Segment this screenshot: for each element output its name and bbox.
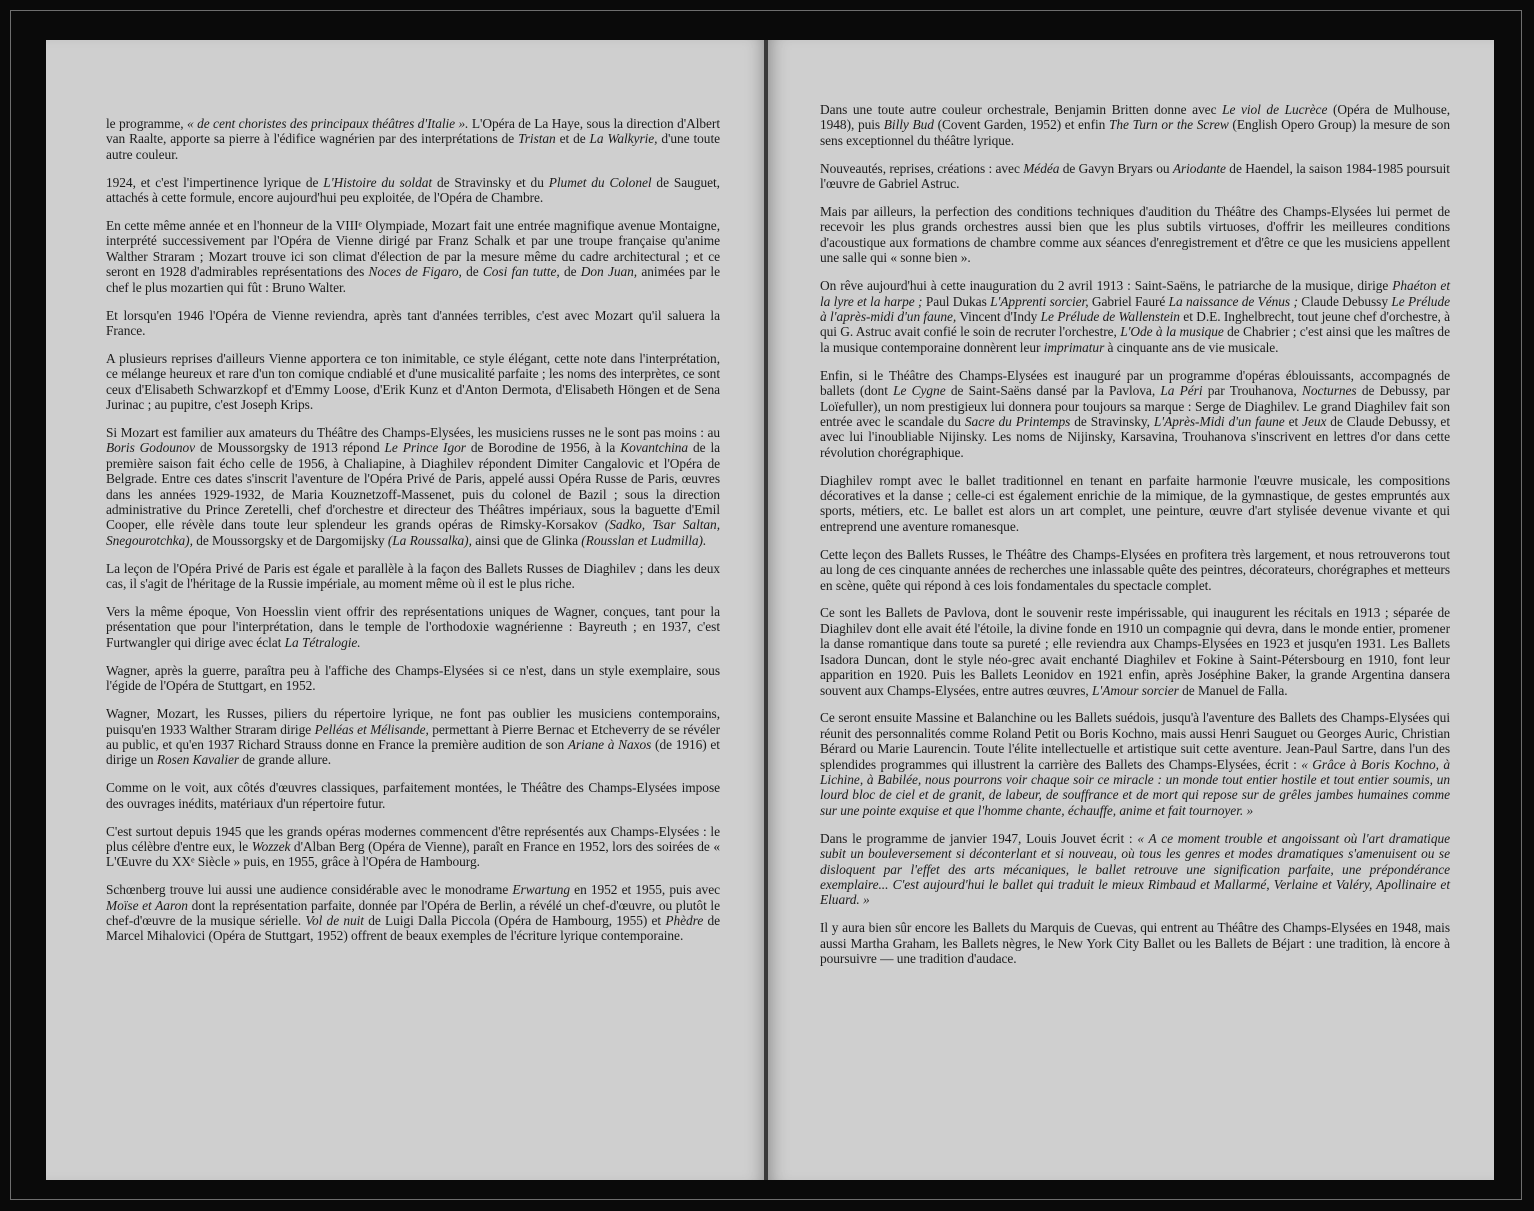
paragraph bbox=[820, 102, 1450, 148]
italic-title: Le Prélude à l'après-midi d'un faune, bbox=[820, 293, 1450, 324]
paragraph bbox=[820, 473, 1450, 535]
text-run: En cette même année et en l'honneur de la VIIIᵉ Olympiade, Mozart fait une entrée magnifique avenue Montaigne, interprété successivement par l'Opéra de Vienne dirigé par Franz Schalk et par une troupe française qu'anime Walther Straram ; Mozart trouve ici son climat d'élection de par la mesure même du cadre architectural ; et ce seront en 1928 d'admirables représentations des bbox=[106, 218, 720, 280]
text-run: Ce sont les Ballets de Pavlova, dont le souvenir reste impérissable, qui inaugurent les récitals en 1913 ; séparée de Diaghilev dont elle avait été l'étoile, la divine fonde en 1910 un compagnie qui devra, dans le monde entier, promener la danse romantique dans toute sa pureté ; elle reviendra aux Champs-Elysées en 1923 et jusqu'en 1931. Les Ballets Isadora Duncan, dont le style néo-grec avait enchanté Diaghilev et Fokine à Saint-Pétersbourg en 1910, font leur apparition en 1920. Puis les Ballets Leonidov en 1921 enfin, après Joséphine Baker, la grande Argentina dansera souvent aux Champs-Elysées, entre autres œuvres, bbox=[820, 605, 1450, 698]
paragraph bbox=[106, 351, 720, 413]
text-run: Mais par ailleurs, la perfection des conditions techniques d'audition du Théâtre des Champs-Elysées lui permet de recevoir les plus grands orchestres aussi bien que les plus subtils virtuoses, d'offrir les meilleures conditions d'acoustique aux formations de chambre comme aux séances d'enregistrement et d'être ce que les musiciens appellent une salle qui « sonne bien ». bbox=[820, 204, 1450, 266]
italic-title: Rosen Kavalier bbox=[156, 752, 240, 768]
text-run: C'est surtout depuis 1945 que les grands opéras modernes commencent d'être représentés aux Champs-Elysées : le plus célèbre d'entre eux, le bbox=[106, 823, 720, 854]
text-run: de bbox=[461, 264, 483, 280]
italic-title: Phèdre bbox=[665, 913, 704, 929]
italic-title: (La Roussalka), bbox=[387, 532, 472, 548]
italic-title: Don Juan, bbox=[580, 264, 638, 280]
italic-title: Plumet du Colonel bbox=[548, 174, 652, 190]
italic-title: Jeux bbox=[1302, 413, 1327, 429]
text-run: et bbox=[1284, 413, 1303, 429]
text-run: de Stravinsky, bbox=[1070, 413, 1154, 429]
text-run: de Moussorgsky et de Dargomijsky bbox=[192, 532, 388, 548]
paragraph bbox=[820, 368, 1450, 460]
text-run: (English Opero Group) la mesure de son sens exceptionnel du théâtre lyrique. bbox=[820, 117, 1450, 148]
paragraph bbox=[820, 710, 1450, 818]
text-run: Vers la même époque, Von Hoesslin vient offrir des représentations uniques de Wagner, conçues, tant pour la présentation que pour l'interprétation, dans le temple de l'orthodoxie wagnérienne : Bayreuth ; en 1937, c'est Furtwangler qui dirige avec éclat bbox=[106, 604, 720, 650]
italic-title: Le Prince Igor bbox=[384, 440, 466, 456]
text-run: d'Alban Berg (Opéra de Vienne), paraît en France en 1952, lors des soirées de « L'Œuvre du XXᵉ Siècle » puis, en 1955, grâce à l'Opéra de Hambourg. bbox=[106, 838, 720, 870]
paragraph bbox=[106, 308, 720, 339]
text-run: par Trouhanova, bbox=[1202, 383, 1302, 399]
text-run: (Opéra de Mulhouse, 1948), puis bbox=[820, 102, 1451, 133]
text-run: Dans le programme de janvier 1947, Louis Jouvet écrit : bbox=[820, 830, 1138, 846]
text-run: La leçon de l'Opéra Privé de Paris est égale et parallèle à la façon des Ballets Russes de Diaghilev ; dans les deux cas, il s'agit de l'héritage de la Russie impériale, au moment même où il est le plus riche. bbox=[106, 560, 720, 592]
text-run: de Claude Debussy, et avec lui l'inoubliable Nijinsky. Les noms de Nijinsky, Karsavina, Trouhanova s'inscrivent en lettres d'or dans cette révolution chorégraphique. bbox=[820, 413, 1450, 460]
text-run: de Stravinsky et du bbox=[432, 174, 549, 190]
text-run: Et lorsqu'en 1946 l'Opéra de Vienne reviendra, après tant d'années terribles, c'est avec Mozart qu'il saluera la France. bbox=[106, 307, 720, 338]
italic-title: « A ce moment trouble et angoissant où l'art dramatique subit un bouleversement si déconterlant et si nouveau, où tous les genres et modes dramatiques s'amenuisent ou se disloquent par l'effet des arts mécaniques, le ballet retrouve une signification parfaite, une prépondérance exemplaire... C'est aujourd'hui le ballet qui traduit le mieux Rimbaud et Mallarmé, Verlaine et Valéry, Apollinaire et Eluard. » bbox=[820, 830, 1451, 908]
italic-title: Noces de Figaro, bbox=[368, 264, 462, 280]
italic-title: L'Après-Midi d'un faune bbox=[1153, 413, 1285, 429]
paragraph bbox=[106, 218, 720, 295]
right-page bbox=[768, 40, 1494, 1180]
paragraph bbox=[820, 161, 1450, 192]
paragraph bbox=[820, 605, 1450, 697]
text-run: de bbox=[559, 264, 581, 280]
text-run: Nouveautés, reprises, créations : avec bbox=[820, 160, 1024, 176]
left-page-text bbox=[106, 116, 720, 944]
text-run: 1924, et c'est l'impertinence lyrique de bbox=[106, 174, 324, 190]
italic-title: L'Amour sorcier bbox=[1092, 682, 1179, 698]
italic-title: Le Cygne bbox=[893, 383, 946, 399]
text-run: le programme, bbox=[106, 116, 187, 131]
paragraph bbox=[820, 278, 1450, 355]
text-run: Il y aura bien sûr encore les Ballets du Marquis de Cuevas, qui entrent au Théâtre des Champs-Elysées en 1948, mais aussi Martha Graham, les Ballets nègres, le New York City Ballet ou les Ballets de Béjart : une tradition, là encore à poursuivre — une tradition d'audace. bbox=[820, 920, 1450, 967]
text-run: de Manuel de Falla. bbox=[1178, 682, 1288, 698]
paragraph bbox=[106, 175, 720, 206]
italic-title: Vol de nuit bbox=[305, 913, 364, 929]
text-run: de la première saison fait écho celle de 1956, à Chaliapine, à Diaghilev répondent Dimiter Cangalovic et l'Opéra de Belgrade. Entre ces dates s'inscrit l'aventure de l'Opéra Privé de Paris, appelé aussi Opéra Russe de Paris, œuvres dans les années 1929-1932, de Maria Kouznetzoff-Massenet, puis du colonel de Bazil ; sous la direction administrative du Prince Zeretelli, chef d'orchestre et directeur des Théâtres impériaux, sous la baguette d'Emil Cooper, elle révèle dans toute leur splendeur les grands opéras de Rimsky-Korsakov bbox=[106, 440, 721, 533]
paragraph bbox=[106, 663, 720, 694]
italic-title: Sacre du Printemps bbox=[964, 413, 1071, 429]
text-run: permettant à Pierre Bernac et Etcheverry de se révéler au public, et qu'en 1937 Richard Strauss donne en France la première audition de son bbox=[106, 721, 720, 752]
text-run: Vincent d'Indy bbox=[956, 308, 1041, 324]
text-run: Comme on le voit, aux côtés d'œuvres classiques, parfaitement montées, le Théâtre des Champs-Elysées impose des ouvrages inédits, matériaux d'un répertoire futur. bbox=[106, 780, 720, 811]
italic-title: Wozzek bbox=[251, 838, 291, 854]
text-run: de Gavyn Bryars ou bbox=[1059, 160, 1173, 176]
text-run: Gabriel Fauré bbox=[1088, 293, 1169, 309]
paragraph bbox=[820, 831, 1450, 908]
italic-title: Le viol de Lucrèce bbox=[1222, 102, 1328, 117]
text-run: de Moussorgsky de 1913 répond bbox=[195, 440, 385, 456]
italic-title: Kovantchina bbox=[620, 440, 689, 456]
text-run: ainsi que de Glinka bbox=[471, 532, 582, 548]
text-run: de Luigi Dalla Piccola (Opéra de Hambourg, 1955) et bbox=[363, 913, 666, 929]
paragraph bbox=[820, 547, 1450, 593]
italic-title: L'Histoire du soldat bbox=[323, 174, 433, 190]
paragraph bbox=[106, 706, 720, 768]
text-run: de Debussy, par Loïefuller), un nom prestigieux lui donnera pour toujours sa marque : Serge de Diaghilev. Le grand Diaghilev fait son entrée avec le scandale du bbox=[820, 383, 1450, 429]
text-run: animées par le chef le plus mozartien qui fût : Bruno Walter. bbox=[106, 264, 720, 295]
text-run: Claude Debussy bbox=[1297, 293, 1392, 309]
text-run: de Saint-Saëns dansé par la Pavlova, bbox=[945, 383, 1161, 399]
text-run: et de bbox=[555, 131, 590, 147]
text-run: Wagner, après la guerre, paraîtra peu à l'affiche des Champs-Elysées si ce n'est, dans un style exemplaire, sous l'égide de l'Opéra de Stuttgart, en 1952. bbox=[106, 662, 720, 694]
text-run: de Sauguet, attachés à cette formule, encore aujourd'hui peu exploitée, de l'Opéra de Chambre. bbox=[106, 174, 720, 206]
text-run: Cette leçon des Ballets Russes, le Théâtre des Champs-Elysées en profitera très largement, et nous retrouverons tout au long de ces cinquante années de recherches une inlassable quête des peintres, décorateurs, chorégraphes et metteurs en scène, quête qui répond à ces lois fondamentales du spectacle complet. bbox=[820, 546, 1450, 593]
paragraph bbox=[820, 204, 1450, 266]
italic-title: La naissance de Vénus ; bbox=[1168, 293, 1298, 309]
right-page-text bbox=[820, 102, 1450, 967]
italic-title: Tristan bbox=[518, 131, 556, 147]
text-run: Ce seront ensuite Massine et Balanchine ou les Ballets suédois, jusqu'à l'aventure des Ballets des Champs-Elysées qui réunit des personnalités comme Roland Petit ou Boris Kochno, mais aussi Henri Sauguet ou Georges Auric, Christian Bérard ou Marie Laurencin. Toute l'élite intellectuelle et artistique suit cette aventure. Jean-Paul Sartre, dans l'un des splendides programmes qui illustrent la carrière des Ballets des Champs-Elysées, écrit : bbox=[820, 710, 1450, 772]
italic-title: Le Prélude de Wallenstein bbox=[1040, 308, 1180, 324]
italic-title: La Tétralogie. bbox=[284, 634, 361, 650]
text-run: de Chabrier ; c'est ainsi que les maîtres de la musique contemporaine donnèrent leur bbox=[820, 324, 1450, 355]
italic-title: Billy Bud bbox=[883, 117, 934, 133]
text-run: (Covent Garden, 1952) et enfin bbox=[933, 117, 1109, 133]
text-run: (de 1916) et dirige un bbox=[106, 736, 720, 768]
italic-title: « de cent choristes des principaux théâtres d'Italie ». bbox=[187, 116, 469, 131]
text-run: et D.E. Inghelbrecht, tout jeune chef d'orchestre, à qui G. Astruc avait confié le soin de recruter l'orchestre, bbox=[820, 308, 1451, 340]
text-run: de Haendel, la saison 1984-1985 poursuit l'œuvre de Gabriel Astruc. bbox=[820, 160, 1450, 192]
text-run: Enfin, si le Théâtre des Champs-Elysées est inauguré par un programme d'opéras éblouissants, accompagnés de ballets (dont bbox=[820, 367, 1450, 399]
paragraph bbox=[106, 604, 720, 650]
italic-title: The Turn or the Screw bbox=[1108, 117, 1229, 133]
paragraph bbox=[106, 425, 720, 548]
paragraph bbox=[820, 920, 1450, 966]
paragraph bbox=[106, 824, 720, 870]
text-run: Wagner, Mozart, les Russes, piliers du répertoire lyrique, ne font pas oublier les musiciens contemporains, puisqu'en 1933 Walther Straram dirige bbox=[106, 706, 720, 737]
italic-title: Cosi fan tutte, bbox=[482, 264, 560, 280]
italic-title: (Rousslan et Ludmilla). bbox=[581, 532, 707, 548]
text-run: L'Opéra de La Haye, sous la direction d'Albert van Raalte, apporte sa pierre à l'édifice wagnérien par des interprétations de bbox=[106, 116, 720, 147]
italic-title: Médéa bbox=[1023, 160, 1060, 176]
paragraph bbox=[106, 882, 720, 944]
text-run: à cinquante ans de vie musicale. bbox=[1104, 339, 1279, 355]
text-run: de Borodine de 1956, à la bbox=[465, 440, 621, 456]
text-run: dont la représentation parfaite, donnée par l'Opéra de Berlin, a révélé un chef-d'œuvre, ou plutôt le chef-d'œuvre de la musique sérielle. bbox=[106, 897, 720, 929]
text-run: en 1952 et 1955, puis avec bbox=[570, 882, 720, 898]
italic-title: imprimatur bbox=[1043, 339, 1105, 355]
left-page bbox=[46, 40, 766, 1180]
italic-title: Nocturnes bbox=[1301, 383, 1357, 399]
text-run: Paul Dukas bbox=[922, 293, 991, 309]
paragraph bbox=[106, 116, 720, 162]
text-run: d'une toute autre couleur. bbox=[106, 131, 721, 162]
italic-title: (Sadko, Tsar Saltan, Snegourotchka), bbox=[106, 517, 720, 548]
italic-title: L'Apprenti sorcier, bbox=[990, 293, 1089, 309]
text-run: On rêve aujourd'hui à cette inauguration du 2 avril 1913 : Saint-Saëns, le patriarche de la musique, dirige bbox=[820, 278, 1393, 294]
italic-title: La Walkyrie, bbox=[589, 131, 658, 147]
italic-title: Ariodante bbox=[1172, 160, 1226, 176]
italic-title: L'Ode à la musique bbox=[1120, 324, 1224, 340]
text-run: de Marcel Mihalovici (Opéra de Stuttgart, 1952) offrent de beaux exemples de l'écriture lyrique contemporaine. bbox=[106, 913, 720, 944]
italic-title: Erwartung bbox=[512, 882, 571, 898]
text-run: Schœnberg trouve lui aussi une audience considérable avec le monodrame bbox=[106, 882, 513, 898]
italic-title: Boris Godounov bbox=[106, 440, 196, 456]
italic-title: Pelléas et Mélisande, bbox=[314, 721, 429, 737]
italic-title: Ariane à Naxos bbox=[567, 736, 652, 752]
text-run: de grande allure. bbox=[239, 752, 332, 768]
italic-title: « Grâce à Boris Kochno, à Lichine, à Babilée, nous pourrons voir chaque soir ce miracle : un monde tout entier hostile et tout entier soumis, un lourd bloc de ciel et de granit, de labeur, de souffrance et de mort qui repose sur de grêles jambes humaines comme sur une pointe exquise et que l'homme chante, échauffe, anime et fait tournoyer. » bbox=[820, 756, 1450, 818]
italic-title: Phaéton et la lyre et la harpe ; bbox=[820, 278, 1450, 309]
italic-title: La Péri bbox=[1160, 383, 1203, 399]
text-run: A plusieurs reprises d'ailleurs Vienne apportera ce ton inimitable, ce style élégant, cette note dans l'interprétation, ce mélange heureux et rare d'un ton comique cndiablé et d'une musicalité parfaite ; les noms des interprètes, ce sont ceux d'Elisabeth Schwarzkopf et d'Emmy Loose, d'Erik Kunz et d'Anton Dermota, d'Elisabeth Höngen et de Sena Jurinac ; au pupitre, c'est Joseph Krips. bbox=[106, 350, 720, 413]
text-run: Dans une toute autre couleur orchestrale, Benjamin Britten donne avec bbox=[820, 102, 1223, 117]
text-run: Si Mozart est familier aux amateurs du Théâtre des Champs-Elysées, les musiciens russes ne le sont pas moins : au bbox=[106, 425, 720, 440]
text-run: Diaghilev rompt avec le ballet traditionnel en tenant en parfaite harmonie l'œuvre musicale, les compositions décoratives et la danse ; celle-ci est également enrichie de la mimique, de la gymnastique, de gestes empruntés aux sports, métiers, etc. Le ballet est alors un art complet, une peinture, œuvre d'art stylisée devenue vivante et qui entreprend une aventure romanesque. bbox=[820, 472, 1450, 534]
paragraph bbox=[106, 780, 720, 811]
italic-title: Moïse et Aaron bbox=[106, 897, 188, 913]
paragraph bbox=[106, 561, 720, 592]
